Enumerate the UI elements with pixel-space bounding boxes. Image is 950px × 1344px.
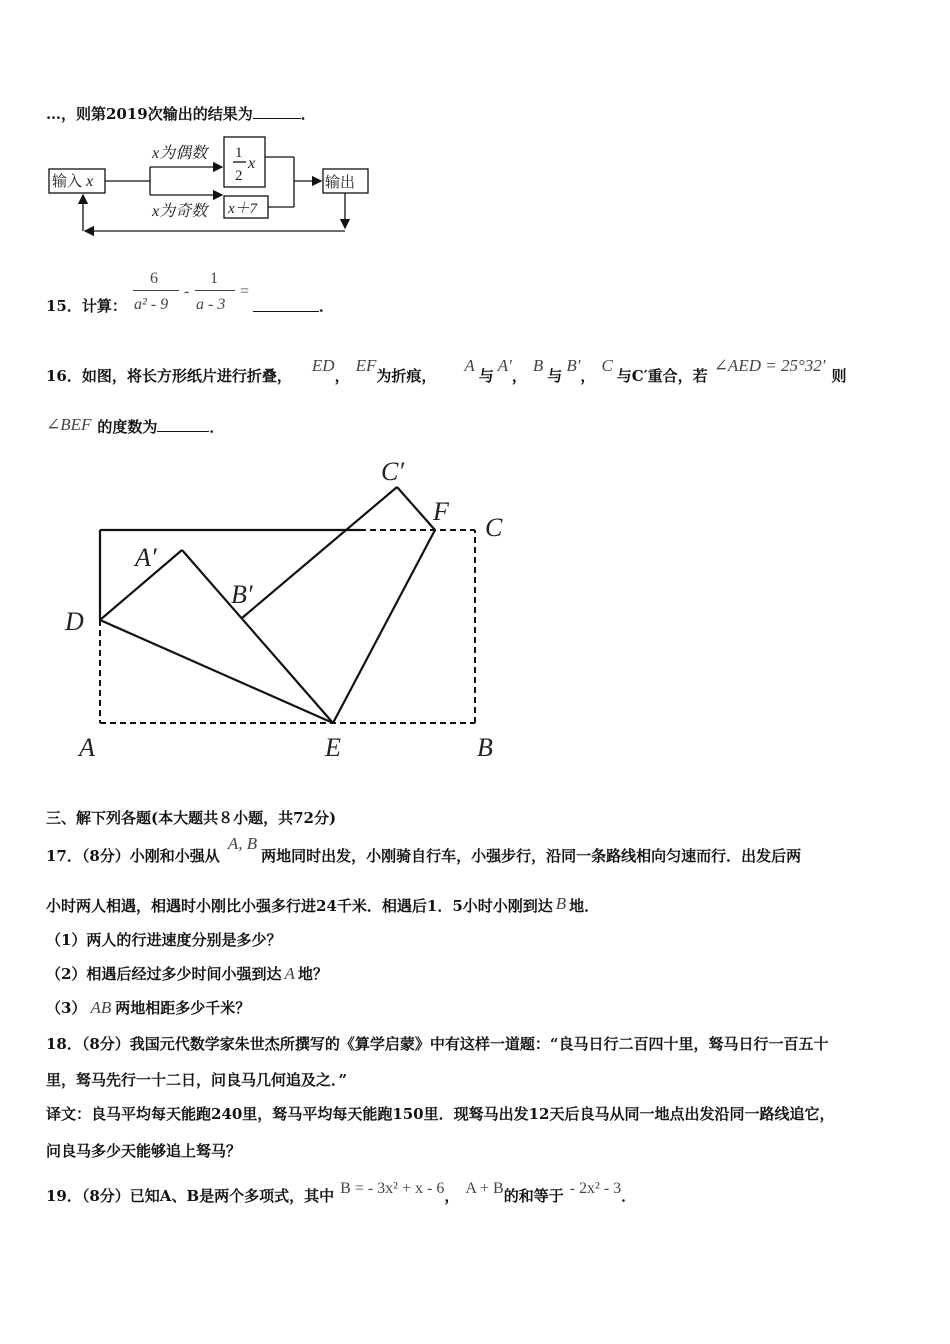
q16-figure [55,450,525,770]
q15-frac1-num: 6 [150,270,158,287]
q17-sub2-A: A [284,964,295,983]
q17-line1-b: 两地同时出发，小刚骑自行车，小强步行，沿同一条路线相向匀速而行．出发后两 [261,847,802,865]
q17-line2-B: B [555,894,567,913]
q17-sub3 [46,998,250,1018]
q16-EF: EF [355,356,377,375]
q16-text-coincide: 与C′重合，若 [616,367,708,385]
q16-end: ． [209,418,225,436]
q16-answer-blank [157,430,209,432]
fig-label-E: E [325,733,341,762]
q16-angle: ∠AED = 25°32′ [713,356,826,375]
q15-equals: = [240,283,250,300]
flow-half-num: 1 [235,145,243,161]
q15-frac2-bar [195,290,235,291]
flow-input-var: x [86,173,94,190]
q19-result: - 2x² - 3 [569,1180,622,1197]
fig-label-A: A [79,733,95,762]
fig-label-Ap: A′ [135,543,157,572]
q15-answer-blank [253,311,319,312]
q16-C: C [601,356,613,375]
q17-sub1: （1）两人的行进速度分别是多少？ [46,931,282,949]
fig-label-C: C [485,513,503,542]
q17-sub3-a: （3） [46,999,87,1017]
q16-comma1: ， [334,367,350,385]
q17-sub2-a: （2）相遇后经过多少时间小强到达 [46,965,282,983]
q19-line [46,1180,637,1207]
flow-plus-label: x＋7 [228,201,258,217]
q16-line2 [46,417,224,437]
q15-frac1-bar [133,290,179,291]
q17-AB: A, B [227,834,258,853]
q19-end: ． [621,1187,637,1205]
q14-tail-text: …，则第2019次输出的结果为 [46,105,253,123]
q14-answer-blank [253,117,301,119]
q16-label: 16．如图，将长方形纸片进行折叠， [46,367,292,385]
q17-sub2 [46,964,328,984]
section3-heading: 三、解下列各题(本大题共８小题，共72分) [46,809,337,827]
q19-B-expr: B = - 3x² + x - 6 [340,1180,445,1197]
q18-line4: 问良马多少天能够追上驽马？ [46,1142,242,1160]
q16-comma3: ， [580,367,596,385]
flow-output-label: 输出 [325,175,356,191]
q14-flowchart [40,130,380,240]
q15-minus: - [184,283,190,300]
q16-text-crease: 为折痕， [376,367,437,385]
q18-line3: 译文：良马平均每天能跑240里，驽马平均每天能跑150里．现驽马出发12天后良马从同一地点出发沿同一路线追它， [46,1105,835,1123]
q17-sub2-b: 地？ [297,965,328,983]
q19-text-a: 19．（8分）已知A、B是两个多项式，其中 [46,1187,335,1205]
flow-odd-label: x为奇数 [152,203,208,220]
flow-half-var: x [248,155,256,172]
flow-input-label: 输入 [52,174,83,190]
q19-sum: A + B [465,1180,504,1197]
q16-text-then: 则 [831,367,847,385]
q15-line [46,296,127,316]
q16-Ap: A′ [497,356,512,375]
q16-angle-BEF: ∠BEF [46,415,92,434]
q18-line2: 里，驽马先行一十二日，问良马几何追及之．” [46,1071,348,1089]
q16-text-with2: 与 [547,367,563,385]
fig-label-Bp: B′ [231,580,253,609]
q16-A: A [464,356,475,375]
q16-text-with1: 与 [478,367,494,385]
q17-sub3-b: 两地相距多少千米？ [115,999,251,1017]
q15-label: 15．计算： [46,297,127,315]
q19-comma: ， [444,1187,460,1205]
q17-line1-a: 17．（8分）小刚和小强从 [46,847,220,865]
q18-line1: 18．（8分）我国元代数学家朱世杰所撰写的《算学启蒙》中有这样一道题：“良马日行二百四十里，驽马日行一百五十 [46,1035,829,1053]
q16-line2-text: 的度数为 [97,418,158,436]
q15-frac1-den: a² - 9 [134,296,169,313]
fig-label-F: F [433,497,449,526]
fig-label-B: B [477,733,493,762]
q16-comma2: ， [511,367,527,385]
q16-line1 [46,356,847,386]
q17-line1 [46,834,802,866]
q16-ED: ED [311,356,335,375]
fig-label-Cp: C′ [381,457,405,486]
q17-sub3-AB: AB [90,998,112,1017]
q15-frac2-den: a - 3 [196,296,226,313]
flow-even-label: x为偶数 [152,145,208,162]
flow-half-den: 2 [235,168,243,184]
fig-label-D: D [65,607,84,636]
q17-line2-b: 地． [569,897,600,915]
q17-line2-a: 小时两人相遇，相遇时小刚比小强多行进24千米．相遇后1．5小时小刚到达 [46,897,553,915]
q17-line2 [46,896,599,916]
q16-B: B [532,356,544,375]
q14-tail-line [46,104,316,124]
q14-end: ． [300,105,316,123]
q16-Bp: B′ [566,356,581,375]
q15-frac2-num: 1 [210,270,218,287]
q15-end: ． [319,297,335,315]
q19-text-b: 的和等于 [503,1187,564,1205]
